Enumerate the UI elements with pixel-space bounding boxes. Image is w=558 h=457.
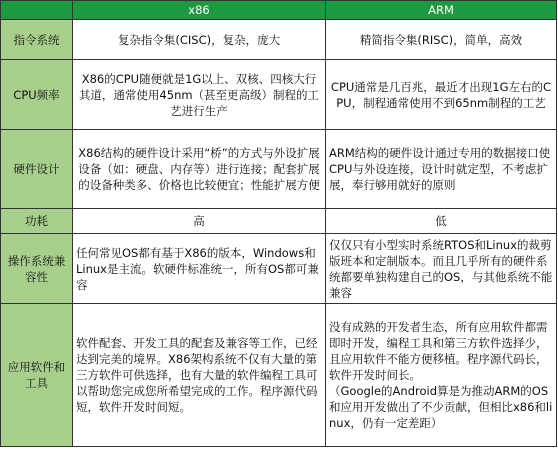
x86-cell: X86的CPU随便就是1G以上、双核、四核大行其道，通常使用45nm（甚至更高级）制程的工艺进行生产 (73, 60, 326, 130)
row-label: 指令系统 (1, 20, 73, 60)
table-row (1, 304, 557, 447)
header-row (1, 1, 557, 20)
header-arm: ARM (326, 1, 557, 20)
table-row (1, 60, 557, 130)
header-corner (1, 1, 73, 20)
row-label: 应用软件和工具 (1, 304, 73, 447)
row-label: 功耗 (1, 209, 73, 234)
arm-note: （Google的Android算是为推动ARM的OS和应用开发做出了不少贡献，但相比x86和linux，仍有一定差距） (329, 384, 553, 430)
x86-cell: 复杂指令集(CISC)，复杂，庞大 (73, 20, 326, 60)
table-row (1, 234, 557, 304)
table-row (1, 130, 557, 209)
arm-cell: 低 (326, 209, 557, 234)
table-row (1, 209, 557, 234)
arm-cell: CPU通常是几百兆，最近才出现1G左右的CPU，制程通常使用不到65nm制程的工艺 (326, 60, 557, 130)
x86-cell: 任何常见OS都有基于X86的版本，Windows和Linux是主流。软硬件标准统一，所有OS都可兼容 (73, 234, 326, 304)
x86-cell: 软件配套、开发工具的配套及兼容等工作，已经达到完美的境界。X86架构系统不仅有大量的第三方软件可供选择，也有大量的软件编程工具可以帮助您完成您所希望完成的工作。程序源代码短，软件开发时间短。 (73, 304, 326, 447)
arm-cell: ARM结构的硬件设计通过专用的数据接口使CPU与外设连接，设计时就定型，不考虑扩展，奉行够用就好的原则 (326, 130, 557, 209)
arm-cell (326, 304, 557, 447)
row-label: 硬件设计 (1, 130, 73, 209)
row-label: 操作系统兼容性 (1, 234, 73, 304)
x86-cell: X86结构的硬件设计采用“桥”的方式与外设扩展设备（如：硬盘、内存等）进行连接；配套扩展的设备种类多、价格也比较便宜；性能扩展方便 (73, 130, 326, 209)
table-row (1, 20, 557, 60)
arm-cell: 仅仅只有小型实时系统RTOS和Linux的裁剪版班本和定制版本。而且几乎所有的硬件系统都要单独构建自己的OS，与其他系统不能兼容 (326, 234, 557, 304)
row-label: CPU频率 (1, 60, 73, 130)
header-x86: x86 (73, 1, 326, 20)
arm-cell: 精简指令集(RISC)，简单，高效 (326, 20, 557, 60)
x86-cell: 高 (73, 209, 326, 234)
arm-text: 没有成熟的开发者生态，所有应用软件都需即时开发，编程工具和第三方软件选择少，且应用软件不能方便移植。程序源代码长，软件开发时间长。 (329, 320, 548, 382)
